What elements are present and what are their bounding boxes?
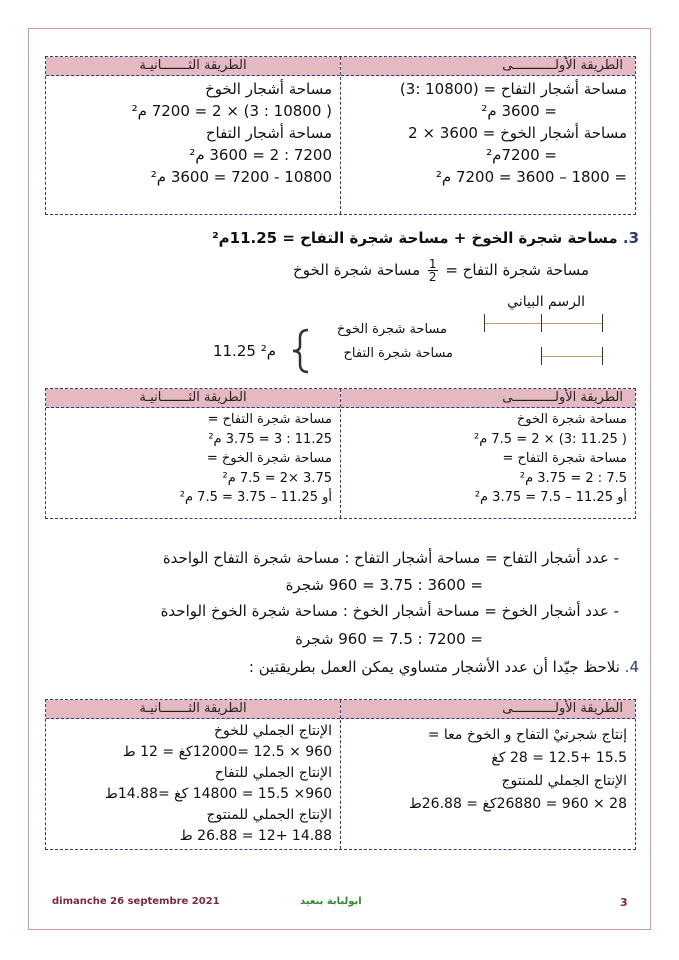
graph-peach-bar	[484, 323, 602, 324]
section-4-line	[249, 658, 639, 676]
table-3-method-1-body	[341, 719, 635, 816]
table-3-method-2-header: الطريقة الثـــــــانيـة	[46, 700, 340, 719]
table-1-method-2-header: الطريقة الثـــــــانيـة	[46, 57, 340, 76]
curly-brace-icon	[290, 328, 312, 374]
text-line: = 3600 م²	[481, 102, 557, 120]
text-line: الإنتاج الجملي للمنتوج	[501, 773, 627, 789]
section-3-line-1	[212, 229, 639, 247]
section-4-statement: نلاحظ جيّدا أن عدد الأشجار متساوي يمكن العمل بطريقتين :	[248, 658, 620, 676]
fraction-denominator: 2	[428, 270, 437, 284]
footer-date: dimanche 26 septembre 2021	[52, 896, 220, 907]
text-line: مساحة أشجار الخوخ	[205, 80, 332, 98]
table-3	[45, 699, 636, 850]
section-number: 4.	[624, 658, 639, 676]
apple-count-rule: - عدد أشجار التفاح = مساحة أشجار التفاح : مساحة شجرة التفاح الواحدة	[162, 549, 619, 567]
text-line: 3.75 ×2 = 7.5 م²	[222, 470, 332, 486]
graph-tick	[484, 314, 485, 332]
peach-count-rule: - عدد أشجار الخوخ = مساحة أشجار الخوخ : مساحة شجرة الخوخ الواحدة	[160, 602, 619, 620]
fraction-numerator: 1	[428, 257, 437, 271]
apple-count-calc: = 3600 : 3.75 = 960 شجرة	[285, 576, 483, 594]
text-line: مساحة شجرة التفاح =	[207, 412, 332, 427]
text-line: مساحة شجرة التفاح =	[502, 451, 627, 467]
table-2-method-2	[46, 389, 340, 518]
table-2-method-1-header: الطريقة الأولـــــــــــى	[341, 389, 635, 408]
text-line: مساحة شجرة الخوخ =	[206, 451, 332, 467]
table-1-method-1	[340, 57, 635, 214]
footer-author: ابولبابة بنعيد	[300, 896, 362, 907]
section-3-statement: مساحة شجرة الخوخ + مساحة شجرة التفاح = 11.25م²	[212, 229, 618, 247]
text-line: ( 11.25 :3) × 2 = 7.5 م²	[473, 431, 627, 447]
text-line: مساحة أشجار التفاح	[205, 124, 332, 142]
table-1	[45, 56, 636, 215]
table-3-method-1-header: الطريقة الأولـــــــــــى	[341, 700, 635, 719]
table-1-method-2-body	[46, 76, 340, 188]
text-line: = 7200م²	[486, 146, 557, 164]
table-3-method-1	[340, 700, 635, 849]
table-2-method-1-body	[341, 408, 635, 508]
text-line: = 1800 – 3600 = 7200 م²	[435, 168, 627, 186]
table-3-method-2	[46, 700, 340, 849]
table-2	[45, 388, 636, 519]
graph-title: الرسم البياني	[507, 294, 585, 310]
text-line: أو 11.25 – 3.75 = 7.5 م²	[179, 490, 332, 506]
text-line: 14.88 +12 = 26.88 ط	[179, 828, 332, 844]
text-line: الإنتاج الجملي للتفاح	[214, 765, 332, 781]
table-1-method-1-header: الطريقة الأولـــــــــــى	[341, 57, 635, 76]
footer-page-number: 3	[620, 896, 628, 909]
text-line: 960× 15.5 = 14800 كغ =14.88ط	[104, 786, 332, 802]
text-line: 7200 : 2 = 3600 م²	[189, 146, 332, 164]
text-line: أو 11.25 – 7.5 = 3.75 م²	[474, 490, 627, 506]
text-line: 7.5 : 2 = 3.75 م²	[519, 470, 627, 486]
table-1-method-2	[46, 57, 340, 214]
graph-tick	[541, 314, 542, 332]
table-1-method-1-body	[341, 76, 635, 188]
section-3-line-2	[293, 258, 589, 283]
table-2-method-1	[340, 389, 635, 518]
text-line: مساحة شجرة الخوخ	[516, 412, 627, 427]
text-line: مساحة أشجار الخوخ = 3600 × 2	[408, 124, 627, 142]
apple-area-label: مساحة شجرة التفاح =	[445, 261, 589, 279]
fraction-one-half	[428, 258, 438, 283]
text-line: الإنتاج الجملي للمنتوج	[206, 807, 332, 823]
table-2-method-2-body	[46, 408, 340, 508]
table-3-method-2-body	[46, 719, 340, 847]
text-line: 10800 - 7200 = 3600 م²	[150, 168, 332, 186]
text-line: ( 10800 : 3) × 2 = 7200 م²	[131, 102, 332, 120]
text-line: 28 × 960 = 26880كغ = 26.88ط	[408, 796, 627, 812]
graph-label-peach: مساحة شجرة الخوخ	[336, 322, 447, 337]
text-line: 11.25 : 3 = 3.75 م²	[208, 431, 332, 447]
graph-tick	[602, 347, 603, 365]
graph-tick	[541, 347, 542, 365]
section-number: 3.	[622, 229, 639, 247]
graph-apple-bar	[541, 356, 602, 357]
text-line: إنتاج شجرتيْ التفاح و الخوخ معا =	[427, 727, 627, 743]
graph-tick	[602, 314, 603, 332]
graph-total: 11.25 م²	[212, 342, 276, 360]
text-line: 960 × 12.5 =12000كغ = 12 ط	[122, 744, 332, 760]
table-2-method-2-header: الطريقة الثـــــــانيـة	[46, 389, 340, 408]
text-line: 15.5 +12.5 = 28 كغ	[491, 750, 627, 766]
text-line: مساحة أشجار التفاح = (10800 :3)	[399, 80, 627, 98]
peach-area-label: مساحة شجرة الخوخ	[293, 261, 421, 279]
graph-label-apple: مساحة شجرة التفاح	[343, 346, 453, 361]
text-line: الإنتاج الجملي للخوخ	[214, 723, 332, 739]
peach-count-calc: = 7200 : 7.5 = 960 شجرة	[295, 630, 483, 648]
